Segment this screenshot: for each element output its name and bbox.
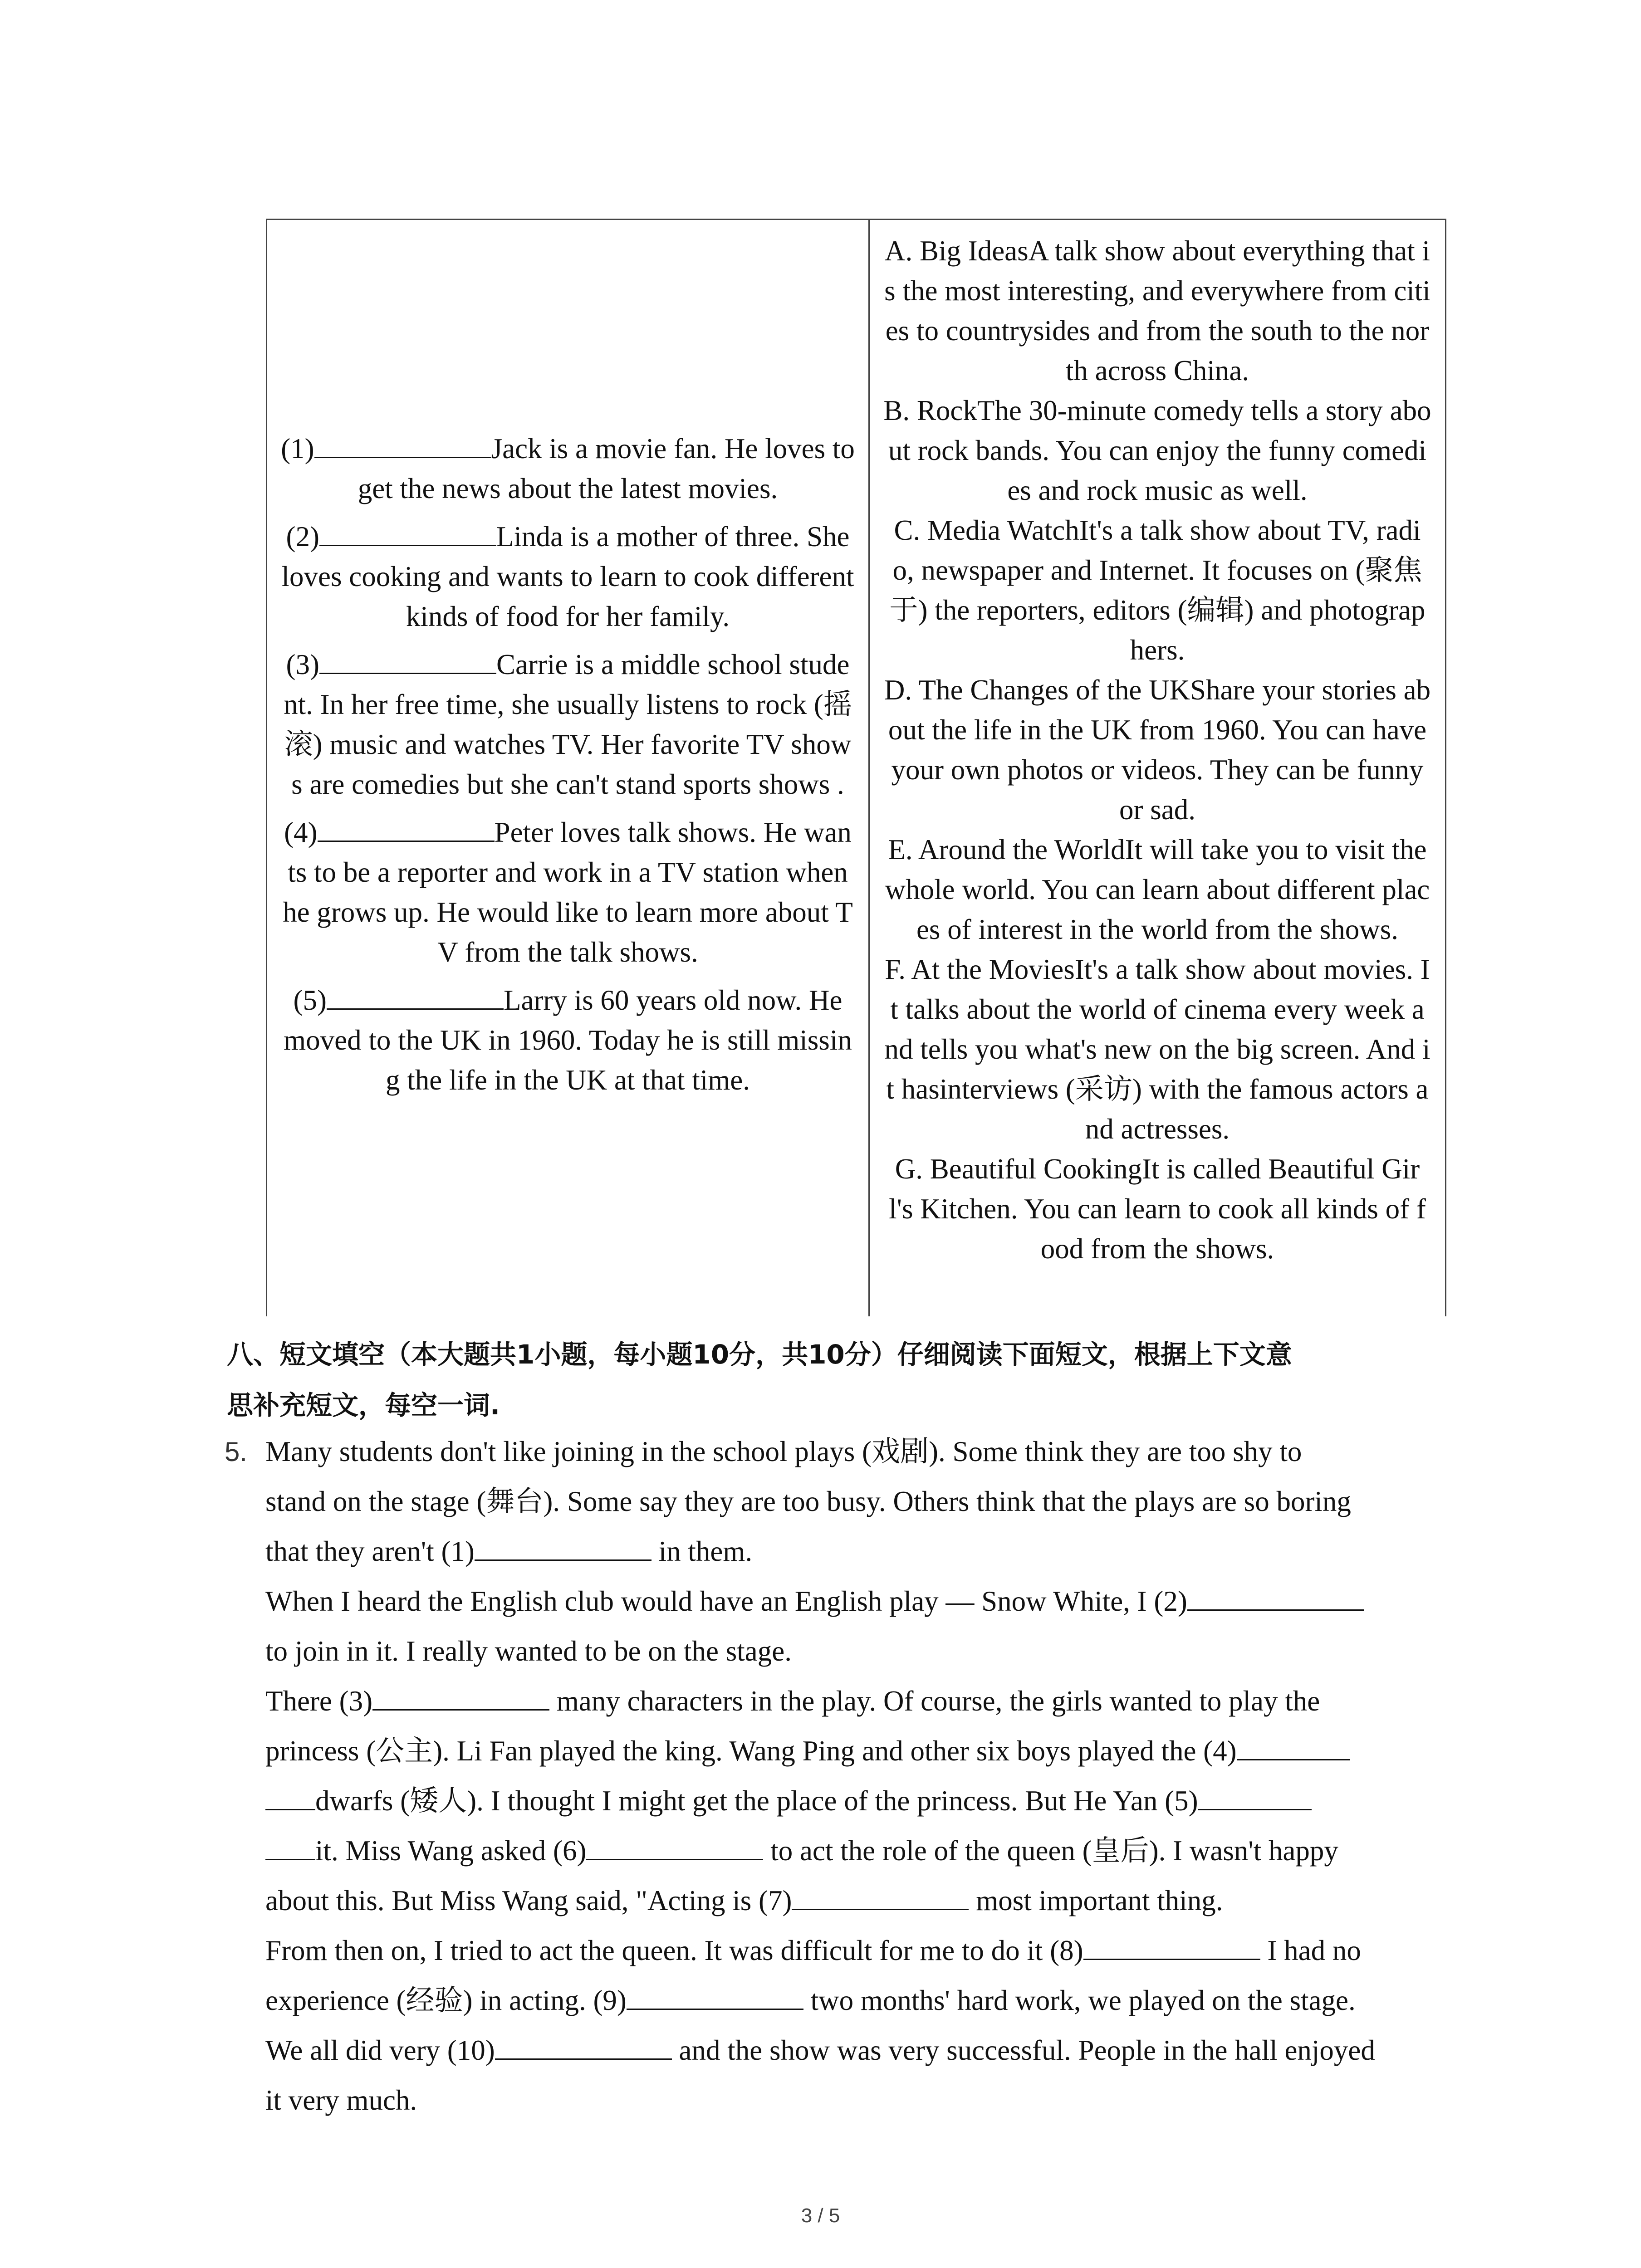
show-item-b: B. RockThe 30-minute comedy tells a story about rock bands. You can enjoy the funny comedies and rock music as well. — [883, 395, 1431, 506]
person-item-2: (2) Linda is a mother of three. She loves cooking and wants to learn to cook different kinds of food for her family. — [281, 517, 855, 636]
passage-line: Many students don't like joining in the school plays (戏剧). Some think they are too shy to — [265, 1436, 1302, 1467]
answer-blank-4[interactable] — [318, 813, 495, 842]
cloze-blank-1[interactable] — [475, 1532, 652, 1561]
section-heading-line-2: 思补充短文，每空一词. — [227, 1390, 500, 1421]
section-heading-line-1: 八、短文填空（本大题共1小题，每小题10分，共10分）仔细阅读下面短文，根据上下文意 — [227, 1339, 1292, 1370]
answer-blank-5[interactable] — [327, 981, 504, 1010]
show-item-e: E. Around the WorldIt will take you to visit the whole world. You can learn about different places of interest in the world from the shows. — [885, 834, 1430, 945]
cloze-blank-4-part-2[interactable] — [265, 1782, 315, 1810]
passage-line: it very much. — [265, 2084, 417, 2116]
passage-line: stand on the stage (舞台). Some say they are too busy. Others think that the plays are so boring — [265, 1486, 1351, 1517]
passage-line: to join in it. I really wanted to be on the stage. — [265, 1635, 792, 1667]
passage-line: When I heard the English club would have an English play — Snow White, I (2) — [265, 1579, 1450, 1628]
cloze-blank-3[interactable] — [372, 1682, 549, 1711]
cloze-blank-10[interactable] — [495, 2031, 672, 2060]
show-item-a: A. Big IdeasA talk show about everything that is the most interesting, and everywhere from cities to countrysides and from the south to the north across China. — [884, 235, 1430, 386]
passage-line: experience (经验) in acting. (9) two months' hard work, we played on the stage. — [265, 1978, 1450, 2028]
question-number: 5. — [225, 1437, 248, 1467]
answer-blank-3[interactable] — [319, 645, 496, 674]
passage-line: We all did very (10) and the show was very successful. People in the hall enjoyed — [265, 2028, 1450, 2077]
cloze-blank-6[interactable] — [586, 1832, 763, 1860]
cloze-blank-4-part-1[interactable] — [1237, 1732, 1350, 1760]
passage-line: it. Miss Wang asked (6) to act the role of the queen (皇后). I wasn't happy — [265, 1828, 1450, 1878]
passage-line: There (3) many characters in the play. Of course, the girls wanted to play the — [265, 1678, 1450, 1728]
passage-line: dwarfs (矮人). I thought I might get the place of the princess. But He Yan (5) — [265, 1778, 1450, 1828]
cloze-blank-2[interactable] — [1187, 1582, 1364, 1611]
cloze-blank-5-part-1[interactable] — [1198, 1782, 1312, 1810]
passage-line: From then on, I tried to act the queen. It was difficult for me to do it (8) I had no — [265, 1928, 1450, 1978]
cloze-passage — [265, 1429, 1450, 2127]
person-item-5: (5) Larry is 60 years old now. He moved to the UK in 1960. Today he is still missing the life in the UK at that time. — [281, 980, 855, 1100]
cloze-blank-5-part-2[interactable] — [265, 1832, 315, 1860]
show-item-g: G. Beautiful CookingIt is called Beautiful Girl's Kitchen. You can learn to cook all kinds of food from the shows. — [889, 1153, 1426, 1265]
passage-line: about this. But Miss Wang said, "Acting is (7) most important thing. — [265, 1878, 1450, 1928]
person-item-3: (3) Carrie is a middle school student. In her free time, she usually listens to rock (摇滚) music and watches TV. Her favorite TV shows are comedies but she can't stand sports shows . — [281, 645, 855, 804]
shows-column — [870, 220, 1445, 1316]
show-item-f: F. At the MoviesIt's a talk show about movies. It talks about the world of cinema every week and tells you what's new on the big screen. And it hasinterviews (采访) with the famous actors and actresses. — [884, 953, 1430, 1145]
person-item-1: (1) Jack is a movie fan. He loves to get the news about the latest movies. — [281, 429, 855, 508]
person-item-4: (4) Peter loves talk shows. He wants to be a reporter and work in a TV station when he grows up. He would like to learn more about TV from the talk shows. — [281, 812, 855, 972]
cloze-blank-7[interactable] — [792, 1882, 969, 1910]
people-column — [267, 220, 870, 1316]
cloze-blank-9[interactable] — [627, 1981, 803, 2010]
show-item-d: D. The Changes of the UKShare your stories about the life in the UK from 1960. You can have your own photos or videos. They can be funny or sad. — [884, 674, 1431, 826]
passage-line: that they aren't (1) in them. — [265, 1529, 1450, 1579]
page-number: 3 / 5 — [801, 2204, 840, 2227]
section-heading — [227, 1329, 1452, 1431]
matching-table — [266, 219, 1446, 1316]
answer-blank-1[interactable] — [314, 430, 491, 458]
cloze-blank-8[interactable] — [1083, 1931, 1260, 1960]
show-item-c: C. Media WatchIt's a talk show about TV, radio, newspaper and Internet. It focuses on (聚焦于) the reporters, editors (编辑) and photographers. — [889, 514, 1425, 666]
answer-blank-2[interactable] — [319, 518, 496, 546]
passage-line: princess (公主). Li Fan played the king. Wang Ping and other six boys played the (4) — [265, 1728, 1450, 1778]
